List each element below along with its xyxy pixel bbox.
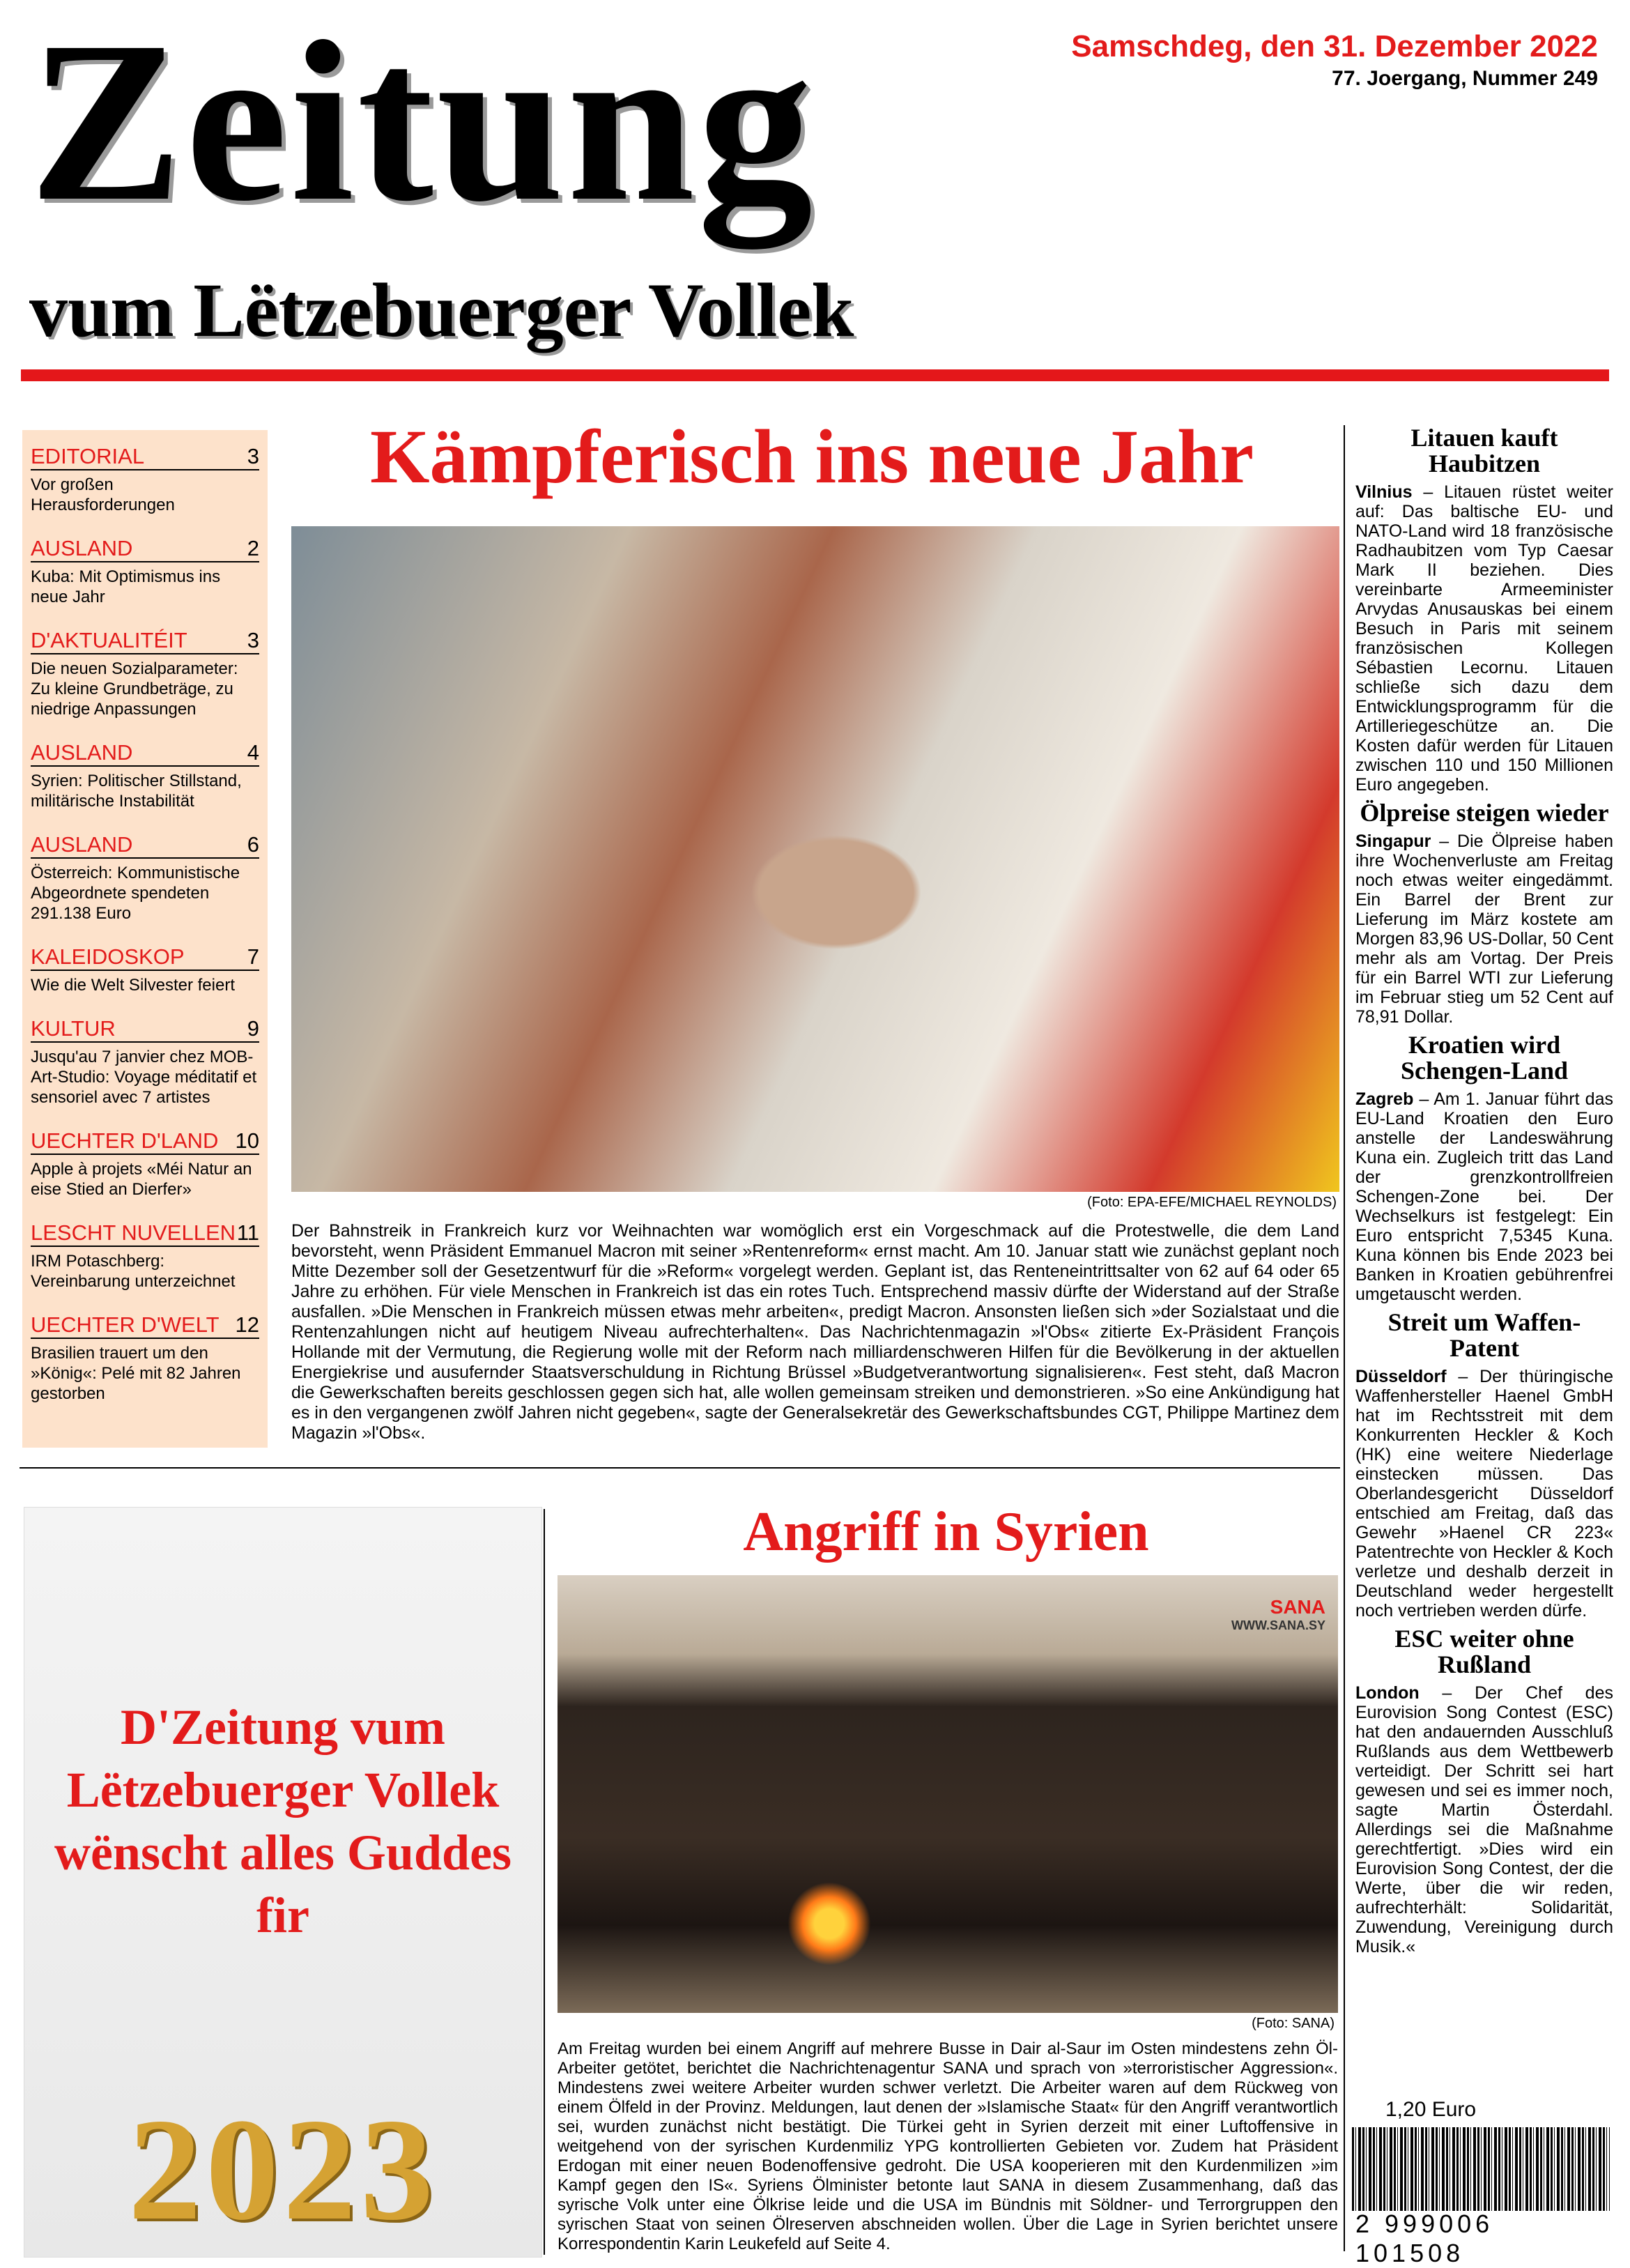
brief-body: – Der Chef des Eurovision Song Contest (ESC) hat den andauernden Ausschluß Rußlands aus dem Wettbewerb verteidigt. Der Schritt sei hart gewesen und sei es immer noch, sagte Martin Österdahl. Allerdings sei die Maßnahme gerechtfertigt. »Dies wird ein Eurovision Song Contest, der die Werte, über die wir reden, aufrechterhält: Solidarität, Zuwendung, Vereinigung durch Musik.« <box>1355 1683 1613 1956</box>
watermark-url: WWW.SANA.SY <box>1231 1618 1325 1632</box>
brief-place: Singapur <box>1355 832 1431 851</box>
second-photo-credit: (Foto: SANA) <box>1252 2016 1335 2031</box>
brief-text <box>1355 832 1613 1027</box>
brief-place: London <box>1355 1683 1420 1703</box>
toc-section: LESCHT NUVELLEN <box>31 1220 236 1245</box>
column-divider <box>1344 425 1345 2251</box>
toc-heading <box>31 536 259 562</box>
toc-page: 2 <box>247 536 259 560</box>
toc-description: Kuba: Mit Optimismus ins neue Jahr <box>31 567 221 606</box>
toc-page: 7 <box>247 944 259 969</box>
toc-description: IRM Potaschberg: Vereinbarung unterzeichnet <box>31 1252 236 1291</box>
table-of-contents <box>22 430 268 1448</box>
toc-heading <box>31 1016 259 1043</box>
toc-page: 4 <box>247 740 259 765</box>
news-brief <box>1355 1310 1613 1620</box>
masthead-title: Zeitung <box>29 0 816 249</box>
toc-section: UECHTER D'LAND <box>31 1128 219 1153</box>
toc-section: EDITORIAL <box>31 444 145 468</box>
toc-item[interactable] <box>31 740 259 811</box>
lead-photo-credit: (Foto: EPA-EFE/MICHAEL REYNOLDS) <box>1087 1195 1337 1210</box>
toc-heading <box>31 944 259 971</box>
toc-page: 3 <box>247 628 259 652</box>
toc-description: Österreich: Kommunistische Abgeordnete spendeten 291.138 Euro <box>31 864 240 923</box>
second-headline: Angriff in Syrien <box>743 1501 1149 1563</box>
brief-body: – Die Ölpreise haben ihre Wochenverluste am Freitag noch etwas weiter eingedämmt. Ein Barrel der Brent zur Lieferung im März kostete am Morgen 83,96 US-Dollar, 50 Cent mehr als am Vortag. Der Preis für ein Barrel WTI zur Lieferung im Februar stieg um 52 Cent auf 78,91 Dollar. <box>1355 832 1613 1027</box>
barcode <box>1352 2127 1610 2211</box>
toc-page: 11 <box>236 1220 259 1245</box>
brief-body: – Litauen rüstet weiter auf: Das baltische EU- und NATO-Land wird 18 französische Radhaubitzen vom Typ Caesar Mark II beziehen. Dies vereinbarte Armeeminister Arvydas Anusauskas bei einem Besuch in Paris mit seinem französischen Kollegen Sébastien Lecornu. Litauen schließe sich dazu dem Entwicklungsprogramm für die Artilleriegeschütze an. Die Kosten dafür werden für Litauen zwischen 110 und 150 Millionen Euro angegeben. <box>1355 482 1613 795</box>
advert-year: 2023 <box>128 2089 438 2251</box>
toc-heading <box>31 740 259 767</box>
toc-description: Wie die Welt Silvester feiert <box>31 976 235 995</box>
news-brief <box>1355 800 1613 1027</box>
second-photo <box>558 1575 1338 2013</box>
toc-description: Vor großen Herausforderungen <box>31 475 175 514</box>
brief-headline: Ölpreise steigen wieder <box>1360 799 1609 827</box>
toc-item[interactable] <box>31 628 259 719</box>
watermark-logo: SANA <box>1270 1596 1325 1618</box>
barcode-number: 2 999006 101508 <box>1355 2209 1494 2267</box>
new-year-advert <box>24 1507 542 2258</box>
toc-description: Apple à projets «Méi Natur an eise Stied an Dierfer» <box>31 1160 252 1199</box>
toc-description: Die neuen Sozialparameter: Zu kleine Grundbeträge, zu niedrige Anpassungen <box>31 659 238 719</box>
masthead-subtitle: vum Lëtzebuerger Vollek <box>29 268 854 353</box>
brief-headline: Kroatien wird Schengen-Land <box>1400 1031 1569 1085</box>
toc-page: 9 <box>247 1016 259 1041</box>
brief-body: – Der thüringische Waffenhersteller Haenel GmbH hat im Rechtsstreit mit dem Konkurrenten Heckler & Koch (HK) eine weitere Niederlage einstecken müssen. Das Oberlandesgericht Düsseldorf entschied am Freitag, daß das Gewehr »Haenel CR 223« Patentrechte von Heckler & Koch verletze und deshalb derzeit in Deutschland weder hergestellt noch vertrieben werden dürfe. <box>1355 1367 1613 1620</box>
brief-text <box>1355 1683 1613 1956</box>
toc-section: AUSLAND <box>31 536 133 560</box>
masthead-rule <box>21 369 1609 381</box>
toc-heading <box>31 832 259 859</box>
brief-text <box>1355 1367 1613 1620</box>
toc-heading <box>31 1312 259 1339</box>
toc-item[interactable] <box>31 1128 259 1200</box>
toc-page: 6 <box>247 832 259 857</box>
toc-description: Brasilien trauert um den »König«: Pelé mit 82 Jahren gestorben <box>31 1344 241 1403</box>
brief-text <box>1355 482 1613 795</box>
brief-place: Vilnius <box>1355 482 1413 502</box>
toc-item[interactable] <box>31 444 259 515</box>
brief-headline: Litauen kauft Haubitzen <box>1410 424 1558 477</box>
toc-section: KALEIDOSKOP <box>31 944 185 969</box>
lead-article-text: Der Bahnstreik in Frankreich kurz vor Weihnachten war womöglich erst ein Vorgeschmack auf die Protestwelle, die dem Land bevorsteht, wenn Präsident Emmanuel Macron mit seiner »Rentenreform« ernst macht. Am 10. Januar statt wie zunächst geplant noch Mitte Dezember soll der Gesetzentwurf für die »Reform« vorgelegt werden. Geplant ist, das Renteneintrittsalter von 62 auf 64 oder 65 Jahre zu erhöhen. Für viele Menschen in Frankreich ist das ein rotes Tuch. Entsprechend massiv dürfte der Widerstand auf der Straße ausfallen. »Die Menschen in Frankreich müssen etwas mehr arbeiten«, predigt Macron. Ansonsten ließen sich »der Sozialstaat und die Rentenzahlungen nicht auf heutigem Niveau aufrechterhalten«. Das Nachrichtenmagazin »l'Obs« zitierte Ex-Präsident François Hollande mit der Vermutung, die Regierung wolle mit der Reform nach milliardenschweren Hilfen für die Bevölkerung in der aktuellen Energiekrise und ausufernder Staatsverschuldung in Richtung Brüssel »Budgetverantwortung signalisieren«. Fest steht, daß Macron die Gewerkschaften bereits geschlossen gegen sich hat, alle wollen gemeinsam streiken und demonstrieren. »So eine Ankündigung hat es in den vergangenen zwölf Jahren nicht gegeben«, sagte der Generalsekretär des Gewerkschaftsbundes CGT, Philippe Martinez dem Magazin »l'Obs«. <box>291 1221 1339 1443</box>
section-divider <box>20 1467 1340 1469</box>
toc-description: Syrien: Politischer Stillstand, militärische Instabilität <box>31 772 242 811</box>
toc-item[interactable] <box>31 1312 259 1404</box>
toc-page: 10 <box>235 1128 259 1153</box>
brief-headline: ESC weiter ohne Rußland <box>1394 1625 1574 1678</box>
toc-item[interactable] <box>31 832 259 924</box>
toc-item[interactable] <box>31 944 259 995</box>
toc-page: 12 <box>235 1312 259 1337</box>
toc-page: 3 <box>247 444 259 468</box>
price: 1,20 Euro <box>1385 2098 1477 2121</box>
toc-description: Jusqu'au 7 janvier chez MOB-Art-Studio: Voyage méditatif et sensoriel avec 7 artistes <box>31 1048 257 1107</box>
toc-heading <box>31 1128 259 1155</box>
lead-headline: Kämpferisch ins neue Jahr <box>369 414 1254 499</box>
toc-heading <box>31 1220 259 1247</box>
toc-heading <box>31 628 259 654</box>
brief-place: Düsseldorf <box>1355 1367 1447 1386</box>
column-divider-bottom <box>544 1509 545 2255</box>
advert-text: D'Zeitung vum Lëtzebuerger Vollek wënscht alles Guddes fir <box>54 1699 512 1943</box>
toc-section: KULTUR <box>31 1016 116 1041</box>
brief-body: – Am 1. Januar führt das EU-Land Kroatien den Euro anstelle der Landeswährung Kuna ein. Zugleich tritt das Land der grenzkontrollfreien Schengen-Zone bei. Der Wechselkurs ist festgelegt: Ein Euro entspricht 7,5345 Kuna. Kuna können bis Ende 2023 bei Banken in Kroatien gebührenfrei umgetauscht werden. <box>1355 1089 1613 1304</box>
news-brief <box>1355 1032 1613 1304</box>
news-brief <box>1355 1626 1613 1956</box>
toc-heading <box>31 444 259 470</box>
issue-number: 77. Joergang, Nummer 249 <box>1332 67 1598 90</box>
second-article-text: Am Freitag wurden bei einem Angriff auf mehrere Busse in Dair al-Saur im Osten mindestens zehn Öl-Arbeiter getötet, berichtet die Nachrichtenagentur SANA und sprach von »terroristischer Aggression«. Mindestens zwei weitere Arbeiter wurden schwer verletzt. Die Arbeiter waren auf dem Rückweg von einem Ölfeld in der Provinz. Meldungen, laut denen der »Islamische Staat« für den Angriff verantwortlich sei, wurden zunächst nicht bestätigt. Die Türkei geht in Syrien derzeit mit einer Luftoffensive in weitgehend von der syrischen Kurdenmiliz YPG kontrollierten Gebieten vor. Zudem hat Präsident Erdogan mit einer neuen Bodenoffensive gedroht. Die USA kooperieren mit den Kurdenmilizen »im Kampf gegen den IS«. Syriens Ölminister betonte laut SANA in diesem Zusammenhang, daß das syrische Volk unter eine Ölkrise leide und die USA im Bündnis mit Söldner- und Terrorgruppen den syrischen Staat von seinen Ölreserven abschneiden wollen. Über die Lage in Syrien berichtet unsere Korrespondentin Karin Leukefeld auf Seite 4. <box>558 2039 1338 2253</box>
news-briefs-column <box>1355 425 1613 1962</box>
toc-section: UECHTER D'WELT <box>31 1312 220 1337</box>
lead-photo <box>291 526 1339 1192</box>
photo-watermark <box>1231 1596 1325 1633</box>
toc-item[interactable] <box>31 536 259 607</box>
brief-headline: Streit um Waffen-Patent <box>1387 1308 1581 1362</box>
issue-date: Samschdeg, den 31. Dezember 2022 <box>1071 29 1598 63</box>
toc-section: AUSLAND <box>31 832 133 857</box>
toc-item[interactable] <box>31 1220 259 1292</box>
brief-text <box>1355 1089 1613 1304</box>
toc-item[interactable] <box>31 1016 259 1108</box>
news-brief <box>1355 425 1613 795</box>
brief-place: Zagreb <box>1355 1089 1414 1109</box>
toc-section: D'AKTUALITÉIT <box>31 628 187 652</box>
toc-section: AUSLAND <box>31 740 133 765</box>
fire-highlight <box>787 1882 871 1966</box>
